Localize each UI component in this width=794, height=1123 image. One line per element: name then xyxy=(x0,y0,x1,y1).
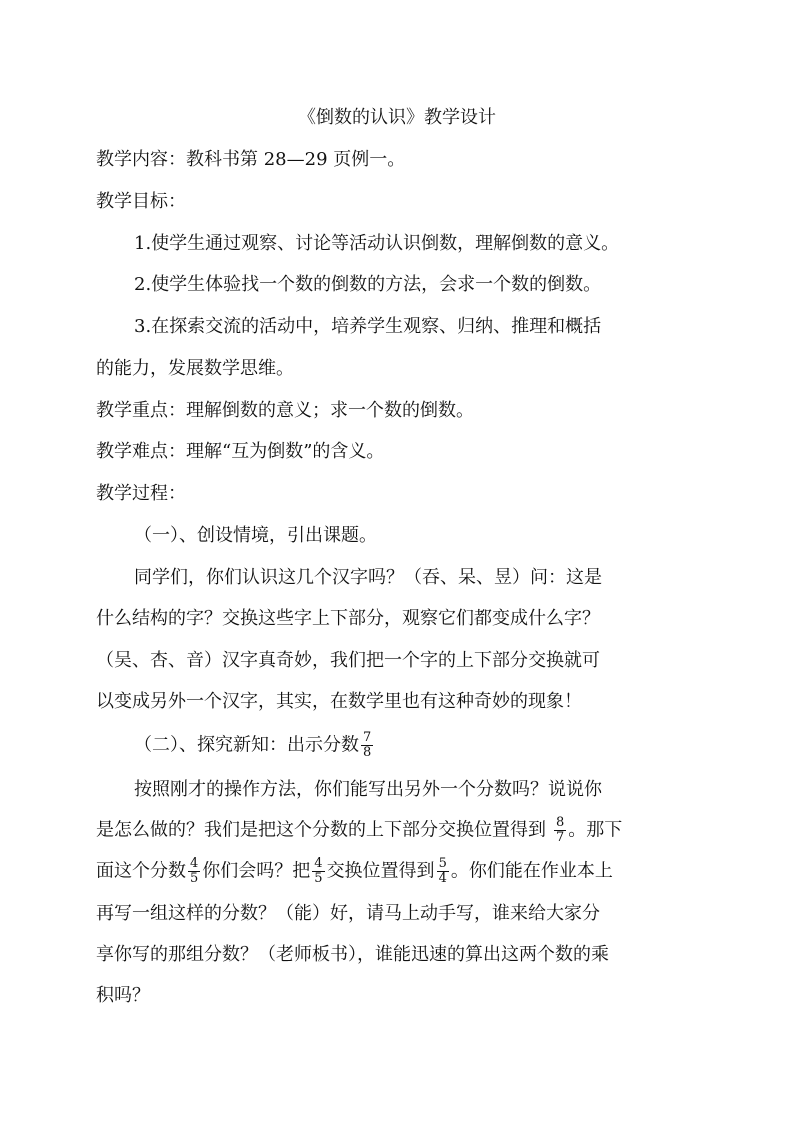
fraction-8-7 xyxy=(554,816,566,845)
fraction-numerator: 8 xyxy=(556,815,565,830)
paragraph-1-line-1: 同学们，你们认识这几个汉字吗？（吞、呆、昱）问：这是 xyxy=(134,567,602,588)
teaching-content: 教学内容：教科书第 28—29 页例一。 xyxy=(96,149,406,170)
page-title: 《倒数的认识》教学设计 xyxy=(298,107,496,128)
fraction-7-8 xyxy=(361,731,373,760)
paragraph-2-line-3-text-d: 。你们能在作业本上 xyxy=(450,860,613,882)
fraction-5-4 xyxy=(437,857,449,886)
goal-3-line-2: 的能力，发展数学思维。 xyxy=(96,358,294,379)
fraction-4-5-second xyxy=(312,857,324,886)
paragraph-2-line-6: 积吗？ xyxy=(96,985,150,1006)
fraction-numerator: 4 xyxy=(314,856,323,871)
fraction-4-5 xyxy=(188,857,200,886)
fraction-denominator: 4 xyxy=(438,871,447,886)
step-1-heading: （一）、创设情境，引出课题。 xyxy=(134,525,377,546)
paragraph-2-line-5: 享你写的那组分数？（老师板书），谁能迅速的算出这两个数的乘 xyxy=(96,944,609,965)
paragraph-1-line-4: 以变成另外一个汉字，其实，在数学里也有这种奇妙的现象！ xyxy=(96,691,582,712)
paragraph-2-line-2 xyxy=(96,816,706,845)
process-label: 教学过程： xyxy=(96,483,186,504)
paragraph-2-line-3-text-a: 面这个分数 xyxy=(96,860,186,882)
step-2-text: （二）、探究新知：出示分数 xyxy=(134,734,359,756)
paragraph-2-line-2-text-b: 。那下 xyxy=(568,819,623,841)
fraction-numerator: 4 xyxy=(190,856,199,871)
paragraph-2-line-3 xyxy=(96,857,706,886)
paragraph-2-line-3-text-c: 交换位置得到 xyxy=(326,860,435,882)
step-2-heading xyxy=(134,731,744,760)
fraction-denominator: 8 xyxy=(363,745,372,760)
difficulty: 教学难点：理解“互为倒数”的含义。 xyxy=(96,441,385,462)
fraction-denominator: 5 xyxy=(314,871,323,886)
key-point: 教学重点：理解倒数的意义；求一个数的倒数。 xyxy=(96,400,474,421)
goal-2: 2.使学生体验找一个数的倒数的方法，会求一个数的倒数。 xyxy=(134,274,602,295)
fraction-numerator: 5 xyxy=(438,856,447,871)
goal-1: 1.使学生通过观察、讨论等活动认识倒数，理解倒数的意义。 xyxy=(134,233,620,254)
paragraph-1-line-2: 什么结构的字？交换这些字上下部分，观察它们都变成什么字？ xyxy=(96,608,600,629)
paragraph-2-line-4: 再写一组这样的分数？（能）好，请马上动手写，谁来给大家分 xyxy=(96,903,600,924)
fraction-denominator: 7 xyxy=(556,830,565,845)
teaching-goals-label: 教学目标： xyxy=(96,191,186,212)
paragraph-2-line-1: 按照刚才的操作方法，你们能写出另外一个分数吗？说说你 xyxy=(134,779,602,800)
goal-3-line-1: 3.在探索交流的活动中，培养学生观察、归纳、推理和概括 xyxy=(134,316,602,337)
fraction-denominator: 5 xyxy=(190,871,199,886)
paragraph-1-line-3: （吴、杏、音）汉字真奇妙，我们把一个字的上下部分交换就可 xyxy=(96,650,600,671)
fraction-numerator: 7 xyxy=(363,730,372,745)
paragraph-2-line-2-text-a: 是怎么做的？我们是把这个分数的上下部分交换位置得到 xyxy=(96,819,546,841)
paragraph-2-line-3-text-b: 你们会吗？把 xyxy=(202,860,311,882)
